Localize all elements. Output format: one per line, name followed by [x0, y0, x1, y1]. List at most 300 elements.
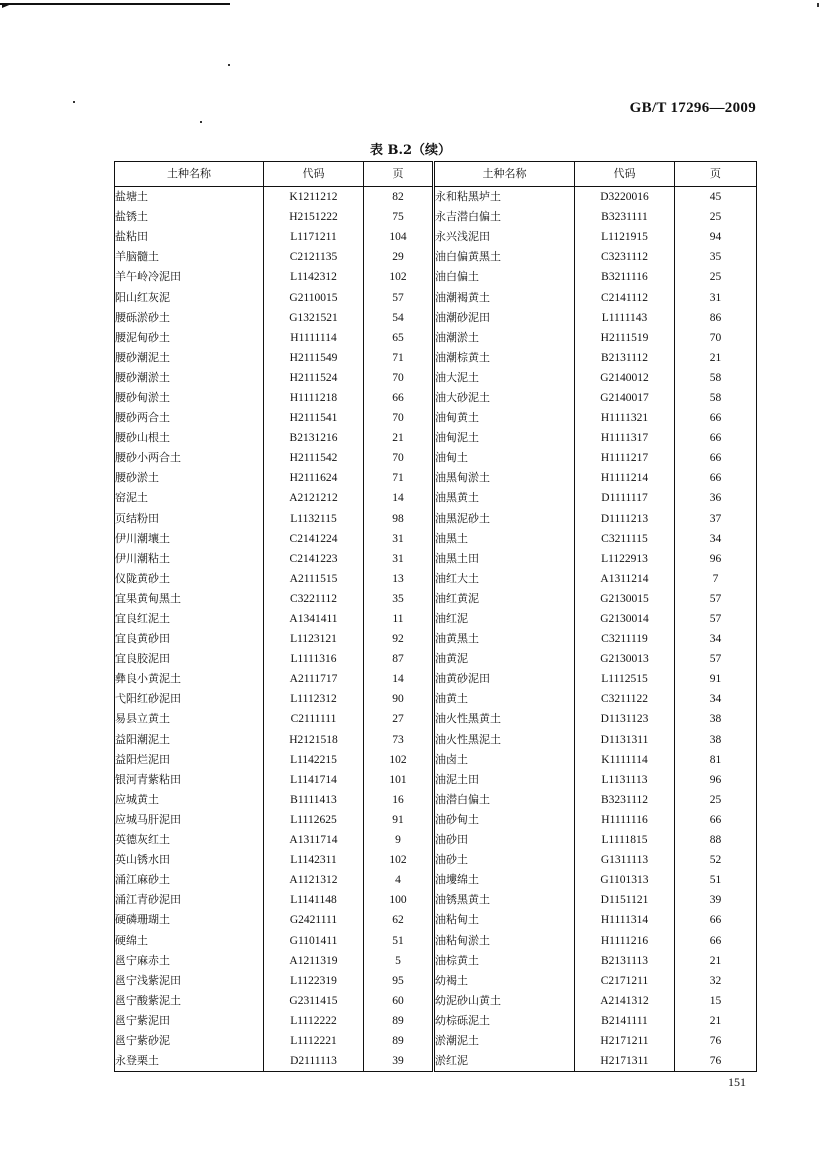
soil-name-right: 油潮淤土 — [434, 328, 575, 348]
code-left: C2121135 — [264, 247, 364, 267]
code-right: H2171311 — [575, 1051, 675, 1072]
page-right: 51 — [675, 870, 757, 890]
page-left: 87 — [364, 649, 434, 669]
scan-speck — [817, 3, 819, 7]
page-left: 11 — [364, 609, 434, 629]
page-left: 70 — [364, 368, 434, 388]
page-left: 102 — [364, 267, 434, 287]
page-left: 101 — [364, 770, 434, 790]
soil-name-left: 益阳烂泥田 — [115, 750, 264, 770]
soil-name-right: 幼棕砾泥土 — [434, 1011, 575, 1031]
page-right: 31 — [675, 287, 757, 307]
col-header-soil-name-left: 土种名称 — [115, 162, 264, 187]
table-row — [115, 529, 757, 549]
code-right: D3220016 — [575, 187, 675, 208]
code-left: B1111413 — [264, 790, 364, 810]
soil-name-right: 油大砂泥土 — [434, 388, 575, 408]
soil-name-left: 腰砂潮淤土 — [115, 368, 264, 388]
table-row — [115, 207, 757, 227]
code-left: L1123121 — [264, 629, 364, 649]
table-row — [115, 1051, 757, 1072]
soil-name-right: 油黄泥 — [434, 649, 575, 669]
soil-name-right: 油潜白偏土 — [434, 790, 575, 810]
table-row — [115, 308, 757, 328]
soil-name-left: 益阳潮泥土 — [115, 730, 264, 750]
page-left: 27 — [364, 709, 434, 729]
page-left: 89 — [364, 1031, 434, 1051]
soil-name-right: 油泥土田 — [434, 770, 575, 790]
table-row — [115, 267, 757, 287]
page-left: 70 — [364, 408, 434, 428]
soil-name-left: 银河青紫粘田 — [115, 770, 264, 790]
soil-name-right: 淤红泥 — [434, 1051, 575, 1072]
page-left: 54 — [364, 308, 434, 328]
table-row — [115, 388, 757, 408]
code-left: H1111114 — [264, 328, 364, 348]
code-right: G2130013 — [575, 649, 675, 669]
soil-name-right: 永兴浅泥田 — [434, 227, 575, 247]
scan-speck — [228, 64, 230, 66]
table-row — [115, 428, 757, 448]
soil-name-left: 腰砂山根土 — [115, 428, 264, 448]
page-right: 70 — [675, 328, 757, 348]
page-right: 36 — [675, 488, 757, 508]
soil-name-left: 伊川潮壤土 — [115, 529, 264, 549]
soil-name-left: 腰砂淤土 — [115, 468, 264, 488]
page-left: 66 — [364, 388, 434, 408]
soil-name-left: 易县立黄土 — [115, 709, 264, 729]
table-row — [115, 368, 757, 388]
page-left: 70 — [364, 448, 434, 468]
page-right: 96 — [675, 770, 757, 790]
code-right: H1111217 — [575, 448, 675, 468]
page-left: 4 — [364, 870, 434, 890]
page-right: 66 — [675, 910, 757, 930]
col-header-soil-name-right: 土种名称 — [434, 162, 575, 187]
code-left: A2111717 — [264, 669, 364, 689]
code-left: L1171211 — [264, 227, 364, 247]
soil-name-left: 硬绵土 — [115, 930, 264, 950]
scan-speck — [200, 121, 202, 123]
soil-name-right: 油锈黑黄土 — [434, 890, 575, 910]
col-header-page-left: 页 — [364, 162, 434, 187]
code-left: H2111541 — [264, 408, 364, 428]
table-header-row — [115, 162, 757, 187]
table-row — [115, 971, 757, 991]
soil-name-left: 邕宁紫泥田 — [115, 1011, 264, 1031]
soil-name-left: 宜良黄砂田 — [115, 629, 264, 649]
page-right: 34 — [675, 689, 757, 709]
code-right: G2140012 — [575, 368, 675, 388]
page-left: 57 — [364, 287, 434, 307]
page-right: 7 — [675, 569, 757, 589]
soil-name-left: 盐锈土 — [115, 207, 264, 227]
page-left: 71 — [364, 348, 434, 368]
table-row — [115, 549, 757, 569]
table-row — [115, 509, 757, 529]
code-left: A1211319 — [264, 951, 364, 971]
code-right: G1311113 — [575, 850, 675, 870]
page-left: 13 — [364, 569, 434, 589]
page-right: 34 — [675, 629, 757, 649]
page-left: 35 — [364, 589, 434, 609]
code-left: A2111515 — [264, 569, 364, 589]
page-left: 71 — [364, 468, 434, 488]
code-right: G1101313 — [575, 870, 675, 890]
soil-name-left: 腰砂小两合土 — [115, 448, 264, 468]
page-right: 57 — [675, 589, 757, 609]
table-row — [115, 890, 757, 910]
soil-name-right: 油砂甸土 — [434, 810, 575, 830]
soil-name-left: 弋阳红砂泥田 — [115, 689, 264, 709]
soil-name-right: 油甸土 — [434, 448, 575, 468]
soil-name-right: 淤潮泥土 — [434, 1031, 575, 1051]
soil-name-right: 油红泥 — [434, 609, 575, 629]
code-right: B2141111 — [575, 1011, 675, 1031]
page-right: 32 — [675, 971, 757, 991]
page-right: 52 — [675, 850, 757, 870]
page-right: 57 — [675, 609, 757, 629]
table-row — [115, 287, 757, 307]
soil-name-left: 羊脑髓土 — [115, 247, 264, 267]
soil-name-left: 盐粘田 — [115, 227, 264, 247]
code-left: A2121212 — [264, 488, 364, 508]
code-right: B3211116 — [575, 267, 675, 287]
code-left: A1341411 — [264, 609, 364, 629]
table-row — [115, 569, 757, 589]
code-left: L1132115 — [264, 509, 364, 529]
page-left: 14 — [364, 488, 434, 508]
code-right: A1311214 — [575, 569, 675, 589]
soil-name-right: 油棕黄土 — [434, 951, 575, 971]
code-right: L1111143 — [575, 308, 675, 328]
table-row — [115, 730, 757, 750]
code-left: H2111624 — [264, 468, 364, 488]
table-row — [115, 830, 757, 850]
page-left: 21 — [364, 428, 434, 448]
page-right: 38 — [675, 709, 757, 729]
page-right: 21 — [675, 348, 757, 368]
page-right: 57 — [675, 649, 757, 669]
code-right: L1131113 — [575, 770, 675, 790]
page-right: 45 — [675, 187, 757, 208]
code-right: C2141112 — [575, 287, 675, 307]
col-header-page-right: 页 — [675, 162, 757, 187]
code-left: L1142215 — [264, 750, 364, 770]
code-left: D2111113 — [264, 1051, 364, 1072]
page-left: 5 — [364, 951, 434, 971]
code-left: A1121312 — [264, 870, 364, 890]
soil-name-left: 英山锈水田 — [115, 850, 264, 870]
page-left: 39 — [364, 1051, 434, 1072]
code-left: A1311714 — [264, 830, 364, 850]
code-left: L1112312 — [264, 689, 364, 709]
code-left: G2110015 — [264, 287, 364, 307]
page-right: 58 — [675, 368, 757, 388]
code-left: C2141224 — [264, 529, 364, 549]
soil-name-left: 仪陇黄砂土 — [115, 569, 264, 589]
soil-name-left: 英德灰红土 — [115, 830, 264, 850]
soil-name-right: 幼褐土 — [434, 971, 575, 991]
page-right: 35 — [675, 247, 757, 267]
code-left: K1211212 — [264, 187, 364, 208]
soil-name-left: 应城黄土 — [115, 790, 264, 810]
soil-name-right: 油潮砂泥田 — [434, 308, 575, 328]
code-left: B2131216 — [264, 428, 364, 448]
page-left: 89 — [364, 1011, 434, 1031]
page-right: 37 — [675, 509, 757, 529]
code-right: H1111314 — [575, 910, 675, 930]
code-right: B3231112 — [575, 790, 675, 810]
soil-name-left: 宜良胶泥田 — [115, 649, 264, 669]
code-left: L1112625 — [264, 810, 364, 830]
code-left: C2141223 — [264, 549, 364, 569]
soil-name-left: 羊午岭冷泥田 — [115, 267, 264, 287]
code-right: D1151121 — [575, 890, 675, 910]
code-left: C2111111 — [264, 709, 364, 729]
code-right: B3231111 — [575, 207, 675, 227]
soil-name-right: 油砂田 — [434, 830, 575, 850]
page-number: 151 — [728, 1075, 746, 1089]
page-right: 76 — [675, 1051, 757, 1072]
page-left: 60 — [364, 991, 434, 1011]
table-row — [115, 810, 757, 830]
table-row — [115, 348, 757, 368]
page-left: 102 — [364, 750, 434, 770]
soil-name-right: 油黄土 — [434, 689, 575, 709]
code-right: B2131113 — [575, 951, 675, 971]
soil-name-right: 油黑土 — [434, 529, 575, 549]
scan-speck — [73, 101, 75, 103]
page-right: 38 — [675, 730, 757, 750]
page-right: 21 — [675, 1011, 757, 1031]
code-left: G2421111 — [264, 910, 364, 930]
code-right: G2130014 — [575, 609, 675, 629]
page-right: 66 — [675, 810, 757, 830]
soil-name-right: 油火性黑黄土 — [434, 709, 575, 729]
page-left: 31 — [364, 529, 434, 549]
code-right: L1122913 — [575, 549, 675, 569]
page-left: 98 — [364, 509, 434, 529]
soil-name-right: 油潮棕黄土 — [434, 348, 575, 368]
soil-name-right: 油火性黑泥土 — [434, 730, 575, 750]
table-row — [115, 951, 757, 971]
code-left: G2311415 — [264, 991, 364, 1011]
soil-name-right: 油粘甸土 — [434, 910, 575, 930]
soil-name-left: 涌江麻砂土 — [115, 870, 264, 890]
soil-name-right: 油黑泥砂土 — [434, 509, 575, 529]
soil-name-left: 腰砂甸淤土 — [115, 388, 264, 408]
standard-number: GB/T 17296—2009 — [629, 100, 756, 116]
page-right: 66 — [675, 468, 757, 488]
table-row — [115, 328, 757, 348]
table-row — [115, 991, 757, 1011]
page-right: 66 — [675, 448, 757, 468]
code-right: D1111213 — [575, 509, 675, 529]
table-row — [115, 589, 757, 609]
soil-name-right: 油砂土 — [434, 850, 575, 870]
soil-name-right: 永吉潜白偏土 — [434, 207, 575, 227]
table-row — [115, 227, 757, 247]
table-row — [115, 609, 757, 629]
code-left: H1111218 — [264, 388, 364, 408]
soil-name-right: 油粘甸淤土 — [434, 930, 575, 950]
soil-name-right: 油甸泥土 — [434, 428, 575, 448]
code-right: C2171211 — [575, 971, 675, 991]
soil-name-left: 彝良小黄泥土 — [115, 669, 264, 689]
code-right: H1111317 — [575, 428, 675, 448]
soil-name-right: 油潮褐黄土 — [434, 287, 575, 307]
soil-name-left: 腰砂潮泥土 — [115, 348, 264, 368]
code-left: G1101411 — [264, 930, 364, 950]
page-left: 100 — [364, 890, 434, 910]
page-right: 15 — [675, 991, 757, 1011]
code-right: D1111117 — [575, 488, 675, 508]
page-right: 58 — [675, 388, 757, 408]
soil-name-left: 腰砾淤砂土 — [115, 308, 264, 328]
soil-name-right: 油卤土 — [434, 750, 575, 770]
code-left: L1112221 — [264, 1031, 364, 1051]
soil-name-right: 油黄砂泥田 — [434, 669, 575, 689]
soil-name-left: 腰砂两合土 — [115, 408, 264, 428]
code-right: H2171211 — [575, 1031, 675, 1051]
table-caption: 表 B.2（续） — [369, 143, 452, 158]
page-right: 86 — [675, 308, 757, 328]
soil-name-left: 应城马肝泥田 — [115, 810, 264, 830]
code-left: L1111316 — [264, 649, 364, 669]
page-right: 66 — [675, 408, 757, 428]
code-left: G1321521 — [264, 308, 364, 328]
table-row — [115, 669, 757, 689]
soil-name-right: 油白偏黄黑土 — [434, 247, 575, 267]
code-left: L1142311 — [264, 850, 364, 870]
soil-name-right: 油黑黄土 — [434, 488, 575, 508]
code-right: C3231112 — [575, 247, 675, 267]
soil-name-right: 油红大土 — [434, 569, 575, 589]
code-right: H2111519 — [575, 328, 675, 348]
code-right: H1111321 — [575, 408, 675, 428]
table-row — [115, 709, 757, 729]
page-right: 94 — [675, 227, 757, 247]
page-right: 34 — [675, 529, 757, 549]
page-left: 82 — [364, 187, 434, 208]
page-right: 25 — [675, 207, 757, 227]
page-left: 75 — [364, 207, 434, 227]
code-right: D1131311 — [575, 730, 675, 750]
code-right: L1111815 — [575, 830, 675, 850]
page-left: 31 — [364, 549, 434, 569]
code-right: G2130015 — [575, 589, 675, 609]
page-right: 25 — [675, 267, 757, 287]
table-row — [115, 1031, 757, 1051]
code-right: D1131123 — [575, 709, 675, 729]
soil-species-index-table — [114, 161, 757, 1072]
code-right: L1112515 — [575, 669, 675, 689]
code-left: H2111524 — [264, 368, 364, 388]
page-left: 104 — [364, 227, 434, 247]
soil-name-left: 宜果黄甸黑土 — [115, 589, 264, 609]
soil-name-left: 窑泥土 — [115, 488, 264, 508]
page-right: 25 — [675, 790, 757, 810]
table-row — [115, 649, 757, 669]
soil-name-left: 永登栗土 — [115, 1051, 264, 1072]
page-right: 39 — [675, 890, 757, 910]
table-row — [115, 247, 757, 267]
col-header-code-right: 代码 — [575, 162, 675, 187]
table-row — [115, 790, 757, 810]
page-right: 66 — [675, 428, 757, 448]
soil-name-left: 涌江青砂泥田 — [115, 890, 264, 910]
soil-name-right: 油黑甸淤土 — [434, 468, 575, 488]
soil-name-right: 油黄黑土 — [434, 629, 575, 649]
soil-name-left: 邕宁浅紫泥田 — [115, 971, 264, 991]
code-left: H2151222 — [264, 207, 364, 227]
page-right: 66 — [675, 930, 757, 950]
code-left: L1141148 — [264, 890, 364, 910]
page-left: 62 — [364, 910, 434, 930]
soil-name-right: 永和粘黑垆土 — [434, 187, 575, 208]
page-left: 14 — [364, 669, 434, 689]
code-right: A2141312 — [575, 991, 675, 1011]
table-row — [115, 1011, 757, 1031]
code-left: H2121518 — [264, 730, 364, 750]
soil-name-left: 伊川潮粘土 — [115, 549, 264, 569]
soil-name-left: 盐塘土 — [115, 187, 264, 208]
code-right: L1121915 — [575, 227, 675, 247]
soil-name-left: 邕宁麻赤土 — [115, 951, 264, 971]
soil-name-right: 油大泥土 — [434, 368, 575, 388]
table-row — [115, 187, 757, 208]
code-left: L1122319 — [264, 971, 364, 991]
page-right: 88 — [675, 830, 757, 850]
soil-name-left: 页结粉田 — [115, 509, 264, 529]
code-right: H1111116 — [575, 810, 675, 830]
soil-name-right: 幼泥砂山黄土 — [434, 991, 575, 1011]
page-right: 96 — [675, 549, 757, 569]
page-right: 91 — [675, 669, 757, 689]
table-row — [115, 910, 757, 930]
soil-name-right: 油甸黄土 — [434, 408, 575, 428]
scan-edge-line — [0, 3, 230, 5]
soil-name-left: 硬磷珊瑚土 — [115, 910, 264, 930]
soil-name-left: 阳山红灰泥 — [115, 287, 264, 307]
code-left: L1112222 — [264, 1011, 364, 1031]
table-row — [115, 629, 757, 649]
code-right: H1111214 — [575, 468, 675, 488]
table-row — [115, 689, 757, 709]
table-row — [115, 850, 757, 870]
code-left: C3221112 — [264, 589, 364, 609]
soil-name-left: 邕宁酸紫泥土 — [115, 991, 264, 1011]
page-left: 16 — [364, 790, 434, 810]
page-left: 73 — [364, 730, 434, 750]
code-left: H2111542 — [264, 448, 364, 468]
page-right: 21 — [675, 951, 757, 971]
code-left: H2111549 — [264, 348, 364, 368]
page-left: 90 — [364, 689, 434, 709]
soil-name-right: 油红黄泥 — [434, 589, 575, 609]
table-row — [115, 750, 757, 770]
page-left: 102 — [364, 850, 434, 870]
col-header-code-left: 代码 — [264, 162, 364, 187]
code-right: K1111114 — [575, 750, 675, 770]
code-right: H1111216 — [575, 930, 675, 950]
table-row — [115, 488, 757, 508]
table-row — [115, 770, 757, 790]
soil-name-left: 腰泥甸砂土 — [115, 328, 264, 348]
table-row — [115, 870, 757, 890]
scan-corner-mark — [2, 3, 14, 8]
